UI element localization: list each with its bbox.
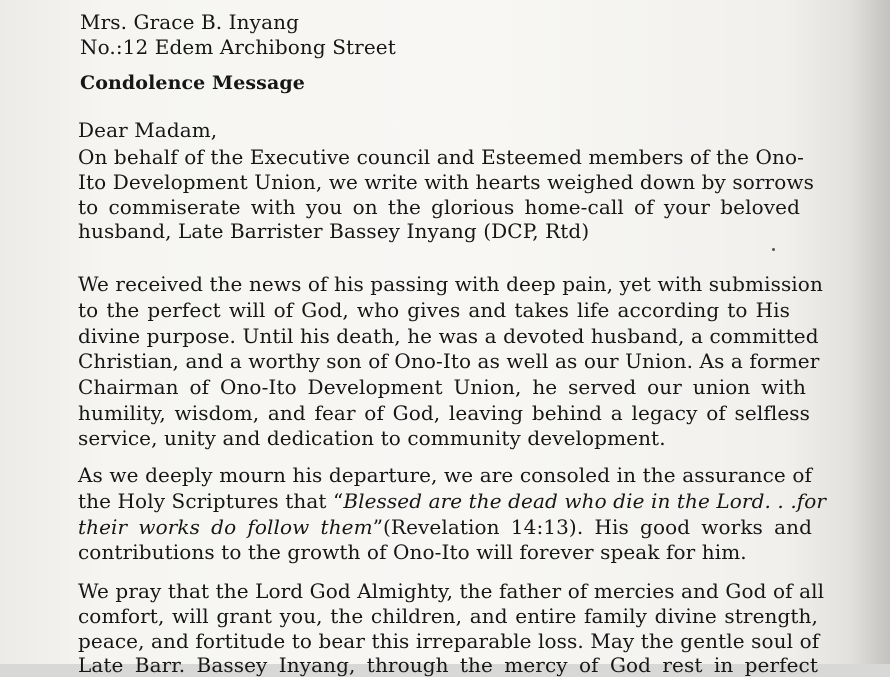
paragraph-line: service, unity and dedication to community development. — [78, 426, 666, 450]
paragraph-line: As we deeply mourn his departure, we are consoled in the assurance of — [78, 463, 812, 487]
letter-title: Condolence Message — [80, 72, 305, 94]
paragraph-line: Christian, and a worthy son of Ono-Ito as well as our Union. As a former — [78, 349, 820, 373]
page-shadow — [850, 0, 890, 664]
paragraph-line: to commiserate with you on the glorious home-call of your beloved — [78, 195, 800, 219]
ink-speck — [772, 248, 775, 251]
paragraph-text: the Holy Scriptures that “ — [78, 489, 344, 513]
paragraph-line: Chairman of Ono-Ito Development Union, he served our union with — [78, 375, 806, 399]
paragraph-line: We pray that the Lord God Almighty, the father of mercies and God of all — [78, 579, 825, 603]
recipient-name: Mrs. Grace B. Inyang — [80, 10, 299, 34]
paragraph-line: On behalf of the Executive council and Esteemed members of the Ono- — [78, 145, 804, 169]
paragraph-line: peace, and fortitude to bear this irreparable loss. May the gentle soul of — [78, 629, 820, 653]
paragraph-line: to the perfect will of God, who gives and takes life according to His — [78, 298, 790, 322]
paragraph-line: Late Barr. Bassey Inyang, through the mercy of God rest in perfect — [78, 653, 818, 677]
paragraph-line: humility, wisdom, and fear of God, leaving behind a legacy of selfless — [78, 401, 810, 425]
scripture-quote: their works do follow them — [78, 515, 373, 539]
paragraph-line: comfort, will grant you, the children, and entire family divine strength, — [78, 604, 818, 628]
salutation: Dear Madam, — [78, 118, 218, 142]
paragraph-line: We received the news of his passing with deep pain, yet with submission — [78, 272, 823, 296]
scripture-quote: Blessed are the dead who die in the Lord. . .for — [343, 489, 827, 513]
paragraph-text: ”(Revelation 14:13). His good works and — [372, 515, 812, 539]
paragraph-line-scripture-end — [78, 517, 812, 537]
paragraph-line: husband, Late Barrister Bassey Inyang (DCP, Rtd) — [78, 219, 590, 243]
paragraph-line: divine purpose. Until his death, he was a devoted husband, a committed — [78, 324, 819, 348]
recipient-address: No.:12 Edem Archibong Street — [80, 35, 396, 59]
paragraph-line: Ito Development Union, we write with hearts weighed down by sorrows — [78, 170, 814, 194]
paragraph-line: contributions to the growth of Ono-Ito will forever speak for him. — [78, 540, 747, 564]
paragraph-line-scripture-start — [78, 489, 827, 513]
